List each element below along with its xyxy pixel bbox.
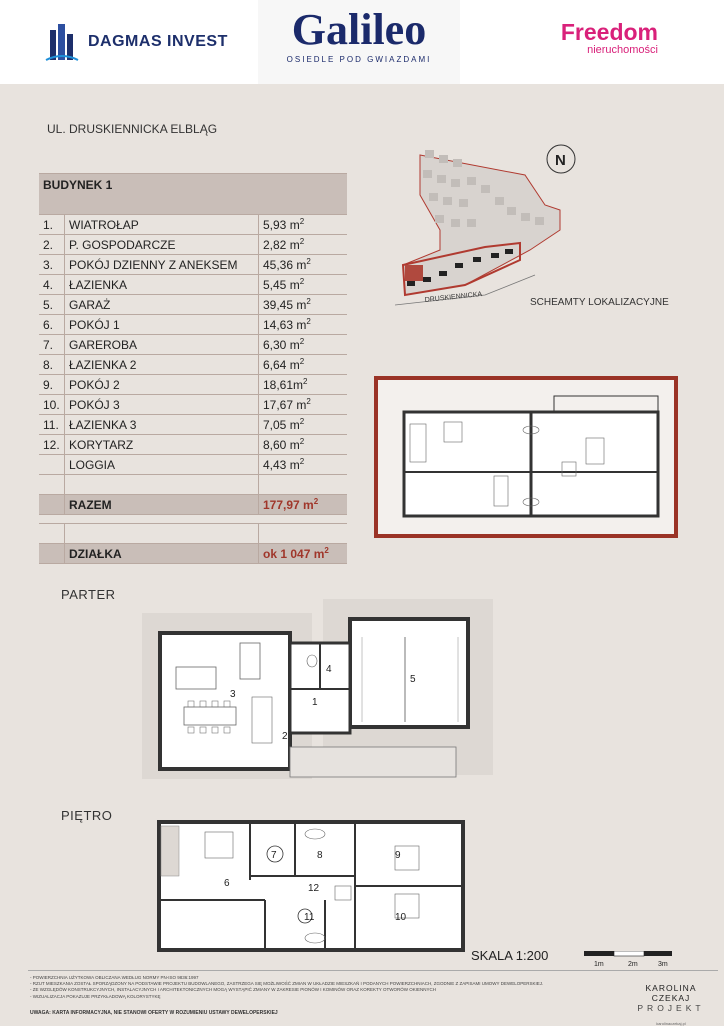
galileo-logo [258, 0, 460, 84]
room-area [259, 375, 348, 395]
room-area [259, 415, 348, 435]
area-unit-sup: 2 [299, 277, 305, 286]
area-unit-sup: 2 [299, 217, 305, 226]
room-area [259, 455, 348, 475]
scale-label: SKALA 1:200 [471, 948, 549, 963]
header [0, 0, 724, 84]
room-number: 7. [39, 335, 65, 355]
room-number: 11. [39, 415, 65, 435]
table-title: BUDYNEK 1 [39, 174, 347, 215]
room-name: POKÓJ 1 [65, 315, 259, 335]
scale-tick-2m: 2m [628, 961, 638, 968]
table-row [39, 375, 347, 395]
room-name: POKÓJ 3 [65, 395, 259, 415]
room-name: ŁAZIENKA [65, 275, 259, 295]
scale-tick-3m: 3m [658, 961, 668, 968]
room-table [39, 173, 347, 564]
table-row [39, 275, 347, 295]
room-name: GARAŻ [65, 295, 259, 315]
room-label-11: 11 [304, 912, 315, 923]
galileo-subtitle: OSIEDLE POD GWIAZDAMI [286, 55, 432, 64]
room-label-10: 10 [395, 912, 407, 923]
total-value: 177,97 $m^2$ [259, 495, 348, 515]
room-label-8: 8 [317, 850, 323, 861]
room-name: WIATROŁAP [65, 215, 259, 235]
room-area-value: 17,67 m [263, 398, 307, 412]
room-label-2: 2 [282, 731, 288, 742]
plot-value: ok 1 047 $m^2$ [259, 544, 348, 564]
area-unit-sup: 2 [306, 397, 311, 406]
ground-floor-plan [140, 597, 496, 785]
room-area-value: 5,93 m [263, 218, 300, 232]
footer-note: - RZUT MIESZKANIA ZOSTAŁ SPORZĄDZONY NA PODSTAWIE PROJEKTU BUDOWLANEGO, ZASTRZEGA SIĘ MOŻLIWOŚĆ ZMIAN W UKŁADZIE MIESZKAŃ I PODANYCH POWIERZCHNIACH, ZGODNIE Z ZAPISAMI UMOWY DEWELOPERSKIEJ. [30, 981, 544, 987]
room-name: POKÓJ DZIENNY Z ANEKSEM [65, 255, 259, 275]
room-area-value: 8,60 m [263, 438, 300, 452]
room-label-12: 12 [308, 883, 320, 894]
upper-floor-plan [155, 816, 467, 954]
room-area [259, 335, 348, 355]
galileo-name: Galileo [291, 5, 427, 54]
freedom-name: Freedom [560, 19, 658, 45]
table-row [39, 335, 347, 355]
total-label: RAZEM [65, 495, 259, 515]
room-label-5: 5 [410, 674, 416, 685]
total-row [39, 495, 347, 515]
table-row [39, 435, 347, 455]
room-name: P. GOSPODARCZE [65, 235, 259, 255]
room-number: 9. [39, 375, 65, 395]
freedom-logo [540, 20, 658, 56]
table-row [39, 415, 347, 435]
table-row [39, 455, 347, 475]
room-number: 5. [39, 295, 65, 315]
dagmas-building-icon [44, 22, 80, 62]
area-unit-sup: 2 [306, 257, 311, 266]
room-name: LOGGIA [65, 455, 259, 475]
room-area-value: 5,45 m [263, 278, 300, 292]
site-plan [395, 135, 595, 315]
room-label-4: 4 [326, 664, 332, 675]
area-unit-sup: 2 [303, 377, 308, 386]
room-area [259, 235, 348, 255]
room-number: 8. [39, 355, 65, 375]
area-unit-sup: 2 [299, 337, 305, 346]
architect-logo [625, 983, 717, 1026]
area-unit-sup: 2 [299, 357, 305, 366]
room-area [259, 295, 348, 315]
room-area [259, 355, 348, 375]
scale-bar [584, 951, 674, 971]
room-number: 4. [39, 275, 65, 295]
street-label: DRUSKIENNICKA [424, 291, 483, 304]
site-plan-caption: SCHEAMTY LOKALIZACYJNE [530, 297, 669, 308]
area-unit-sup: 2 [299, 457, 305, 466]
room-area-value: 6,64 m [263, 358, 300, 372]
room-area-value: 4,43 m [263, 458, 300, 472]
area-unit-sup: 2 [306, 297, 311, 306]
area-unit-sup: 2 [306, 317, 311, 326]
dagmas-logo [44, 22, 228, 62]
footer-divider [28, 970, 718, 971]
empty-row [39, 475, 347, 495]
north-label: N [555, 152, 566, 169]
room-area [259, 395, 348, 415]
room-area [259, 275, 348, 295]
room-name: GAREROBA [65, 335, 259, 355]
footer-warning: UWAGA: KARTA INFORMACYJNA, NIE STANOWI OFERTY W ROZUMIENIU USTAWY DEWELOPERSKIEJ [30, 1010, 278, 1016]
room-area-value: 7,05 m [263, 418, 300, 432]
empty-row [39, 524, 347, 544]
upper-floor-title: PIĘTRO [61, 808, 113, 823]
address: UL. DRUSKIENNICKA ELBLĄG [47, 122, 218, 136]
room-name: POKÓJ 2 [65, 375, 259, 395]
footer-note: - POWIERZCHNIA UŻYTKOWA OBLICZANA WEDŁUG NORMY PN-ISO 9836:1997 [30, 975, 199, 980]
freedom-subtitle: nieruchomości [587, 44, 658, 56]
highlighted-plot [405, 265, 423, 281]
area-unit-sup: 2 [299, 437, 305, 446]
table-row [39, 315, 347, 335]
plot-label: DZIAŁKA [65, 544, 259, 564]
room-area [259, 255, 348, 275]
room-number: 12. [39, 435, 65, 455]
room-name: KORYTARZ [65, 435, 259, 455]
room-number: 1. [39, 215, 65, 235]
room-area [259, 215, 348, 235]
room-name: ŁAZIENKA 3 [65, 415, 259, 435]
room-area [259, 315, 348, 335]
room-label-1: 1 [312, 697, 318, 708]
room-area-value: 14,63 m [263, 318, 307, 332]
architect-subtitle: PROJEKT [637, 1003, 705, 1013]
ground-floor-title: PARTER [61, 587, 116, 602]
dagmas-name: DAGMAS INVEST [88, 33, 228, 50]
room-area [259, 435, 348, 455]
table-row [39, 255, 347, 275]
table-row [39, 235, 347, 255]
scale-tick-1m: 1m [594, 961, 604, 968]
table-row [39, 355, 347, 375]
room-area-value: 18,61m [263, 378, 304, 392]
room-number: 3. [39, 255, 65, 275]
area-unit-sup: 2 [299, 417, 305, 426]
room-area-value: 39,45 m [263, 298, 307, 312]
plot-row [39, 544, 347, 564]
table-header-row [39, 174, 347, 215]
room-area-value: 6,30 m [263, 338, 300, 352]
room-label-7: 7 [271, 850, 277, 861]
building-location-frame [374, 376, 678, 538]
room-number [39, 455, 65, 475]
room-label-6: 6 [224, 878, 230, 889]
room-area-value: 45,36 m [263, 258, 307, 272]
room-number: 2. [39, 235, 65, 255]
room-area-value: 2,82 m [263, 238, 300, 252]
room-name: ŁAZIENKA 2 [65, 355, 259, 375]
architect-name: KAROLINA CZEKAJ [645, 983, 697, 1003]
table-row [39, 215, 347, 235]
area-unit-sup: 2 [299, 237, 305, 246]
room-label-9: 9 [395, 850, 401, 861]
footer-note: - WIZUALIZACJA POKAZUJE PRZYKŁADOWĄ KOLORYSTYKĘ [30, 993, 161, 999]
room-number: 10. [39, 395, 65, 415]
footer-notes [30, 975, 590, 1000]
table-row [39, 295, 347, 315]
room-label-3: 3 [230, 689, 236, 700]
architect-url: karolinaczekaj.pl [656, 1021, 686, 1026]
footer-note: - ZE WZGLĘDÓW KONSTRUKCYJNYCH, INSTALACYJNYCH I ARCHITEKTONICZNYCH MOGĄ WYSTĄPIĆ ZMIANY W ZAKRESIE PIONÓW I KOMINÓW ORAZ KOREKTY OTWORÓW OKIENNYCH [30, 987, 436, 993]
room-number: 6. [39, 315, 65, 335]
table-row [39, 395, 347, 415]
